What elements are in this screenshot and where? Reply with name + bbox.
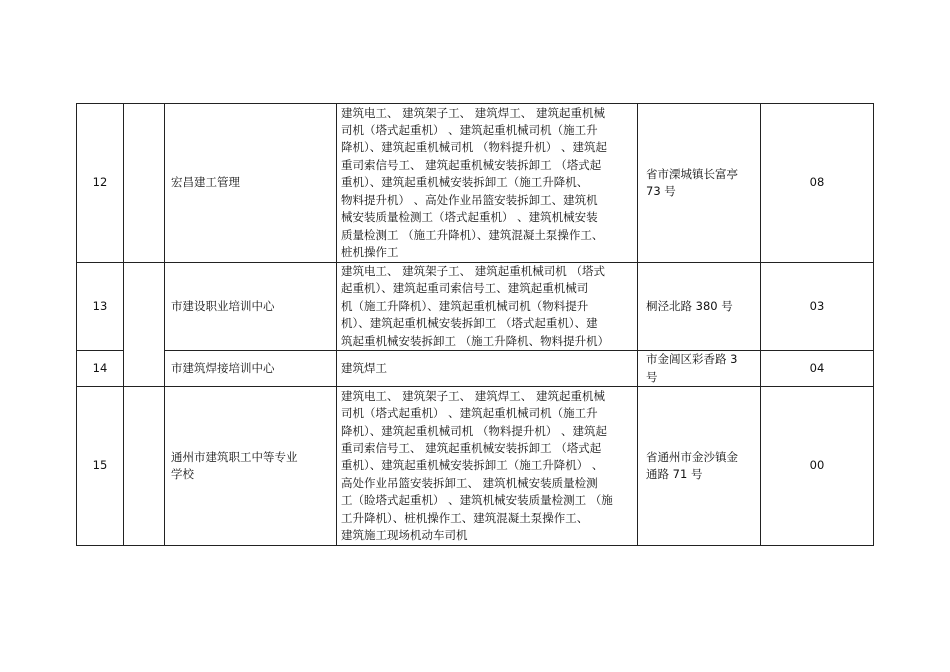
job-types-line: 建筑施工现场机动车司机 — [341, 527, 468, 542]
row-number: 14 — [77, 351, 124, 387]
job-types-line: 降机）、建筑起重机械司机 （物料提升机） 、建筑起 — [341, 140, 608, 155]
job-types-line: 建筑电工、 建筑架子工、 建筑焊工、 建筑起重机械 — [341, 388, 605, 403]
address-line: 73 号 — [646, 184, 676, 198]
job-types — [337, 351, 638, 387]
address — [638, 104, 761, 263]
institution-name: 宏昌建工管理 — [165, 104, 337, 263]
empty-cell — [124, 387, 165, 546]
address-line: 省市溧城镇长富亭 — [646, 166, 738, 181]
job-types-line: 司机（塔式起重机） 、建筑起重机械司机（施工升 — [341, 123, 598, 138]
table-row — [77, 387, 874, 546]
table-row — [77, 263, 874, 351]
job-types-line: 建筑焊工 — [341, 360, 387, 375]
job-types-line: 机）、建筑起重机械安装拆卸工 （塔式起重机）、建 — [341, 316, 598, 331]
job-types-line: 机（施工升降机）、建筑起重机械司机（物料提升 — [341, 298, 589, 313]
institution-name-line: 通州市建筑职工中等专业 — [171, 449, 298, 464]
empty-cell — [124, 104, 165, 263]
job-types-line: 建筑电工、 建筑架子工、 建筑焊工、 建筑起重机械 — [341, 105, 605, 120]
address-line: 省通州市金沙镇金 — [646, 449, 738, 464]
job-types — [337, 263, 638, 351]
institution-code: 03 — [761, 263, 874, 351]
address-line: 号 — [646, 369, 658, 384]
institution-name — [165, 387, 337, 546]
job-types-line: 重司索信号工、 建筑起重机械安装拆卸工 （塔式起 — [341, 157, 602, 172]
address — [638, 351, 761, 387]
job-types-line: 降机）、建筑起重机械司机 （物料提升机） 、建筑起 — [341, 423, 608, 438]
job-types-line: 筑起重机械安装拆卸工 （施工升降机、物料提升机） — [341, 333, 610, 348]
institution-name: 市建筑焊接培训中心 — [165, 351, 337, 387]
institution-code: 08 — [761, 104, 874, 263]
table-row — [77, 351, 874, 387]
institution-code: 00 — [761, 387, 874, 546]
institution-name-line: 学校 — [171, 467, 194, 482]
job-types-line: 物料提升机） 、高处作业吊篮安装拆卸工、建筑机 — [341, 192, 598, 207]
job-types-line: 起重机）、建筑起重司索信号工、建筑起重机械司 — [341, 281, 589, 296]
job-types-line: 重司索信号工、 建筑起重机械安装拆卸工 （塔式起 — [341, 440, 602, 455]
row-number: 13 — [77, 263, 124, 351]
job-types-line: 工（睑塔式起重机） 、建筑机械安装质量检测工 （施 — [341, 493, 613, 508]
institution-name: 市建设职业培训中心 — [165, 263, 337, 351]
job-types-line: 质量检测工 （施工升降机）、建筑混凝土泵操作工、 — [341, 227, 604, 242]
job-types — [337, 104, 638, 263]
address — [638, 263, 761, 351]
address-line: 市金阊区彩香路 3 — [646, 352, 738, 367]
table-row — [77, 104, 874, 263]
job-types-line: 重机）、建筑起重机械安装拆卸工（施工升降机） 、 — [341, 458, 604, 473]
job-types-line: 工升降机）、桩机操作工、建筑混凝土泵操作工、 — [341, 510, 589, 525]
job-types-line: 械安装质量检测工（塔式起重机） 、建筑机械安装 — [341, 210, 598, 225]
empty-cell — [124, 263, 165, 387]
job-types-line: 重机）、建筑起重机械安装拆卸工（施工升降机、 — [341, 175, 589, 190]
job-types-line: 高处作业吊篮安装拆卸工、 建筑机械安装质量检测 — [341, 475, 598, 490]
job-types-line: 桩机操作工 — [341, 244, 399, 259]
address-line: 桐泾北路 380 号 — [646, 298, 733, 313]
institution-code: 04 — [761, 351, 874, 387]
job-types-line: 司机（塔式起重机） 、建筑起重机械司机（施工升 — [341, 406, 598, 421]
row-number: 15 — [77, 387, 124, 546]
row-number: 12 — [77, 104, 124, 263]
address-line: 通路 71 号 — [646, 467, 703, 482]
job-types-line: 建筑电工、 建筑架子工、 建筑起重机械司机 （塔式 — [341, 264, 605, 278]
address — [638, 387, 761, 546]
training-institutions-table — [76, 103, 874, 546]
job-types — [337, 387, 638, 546]
